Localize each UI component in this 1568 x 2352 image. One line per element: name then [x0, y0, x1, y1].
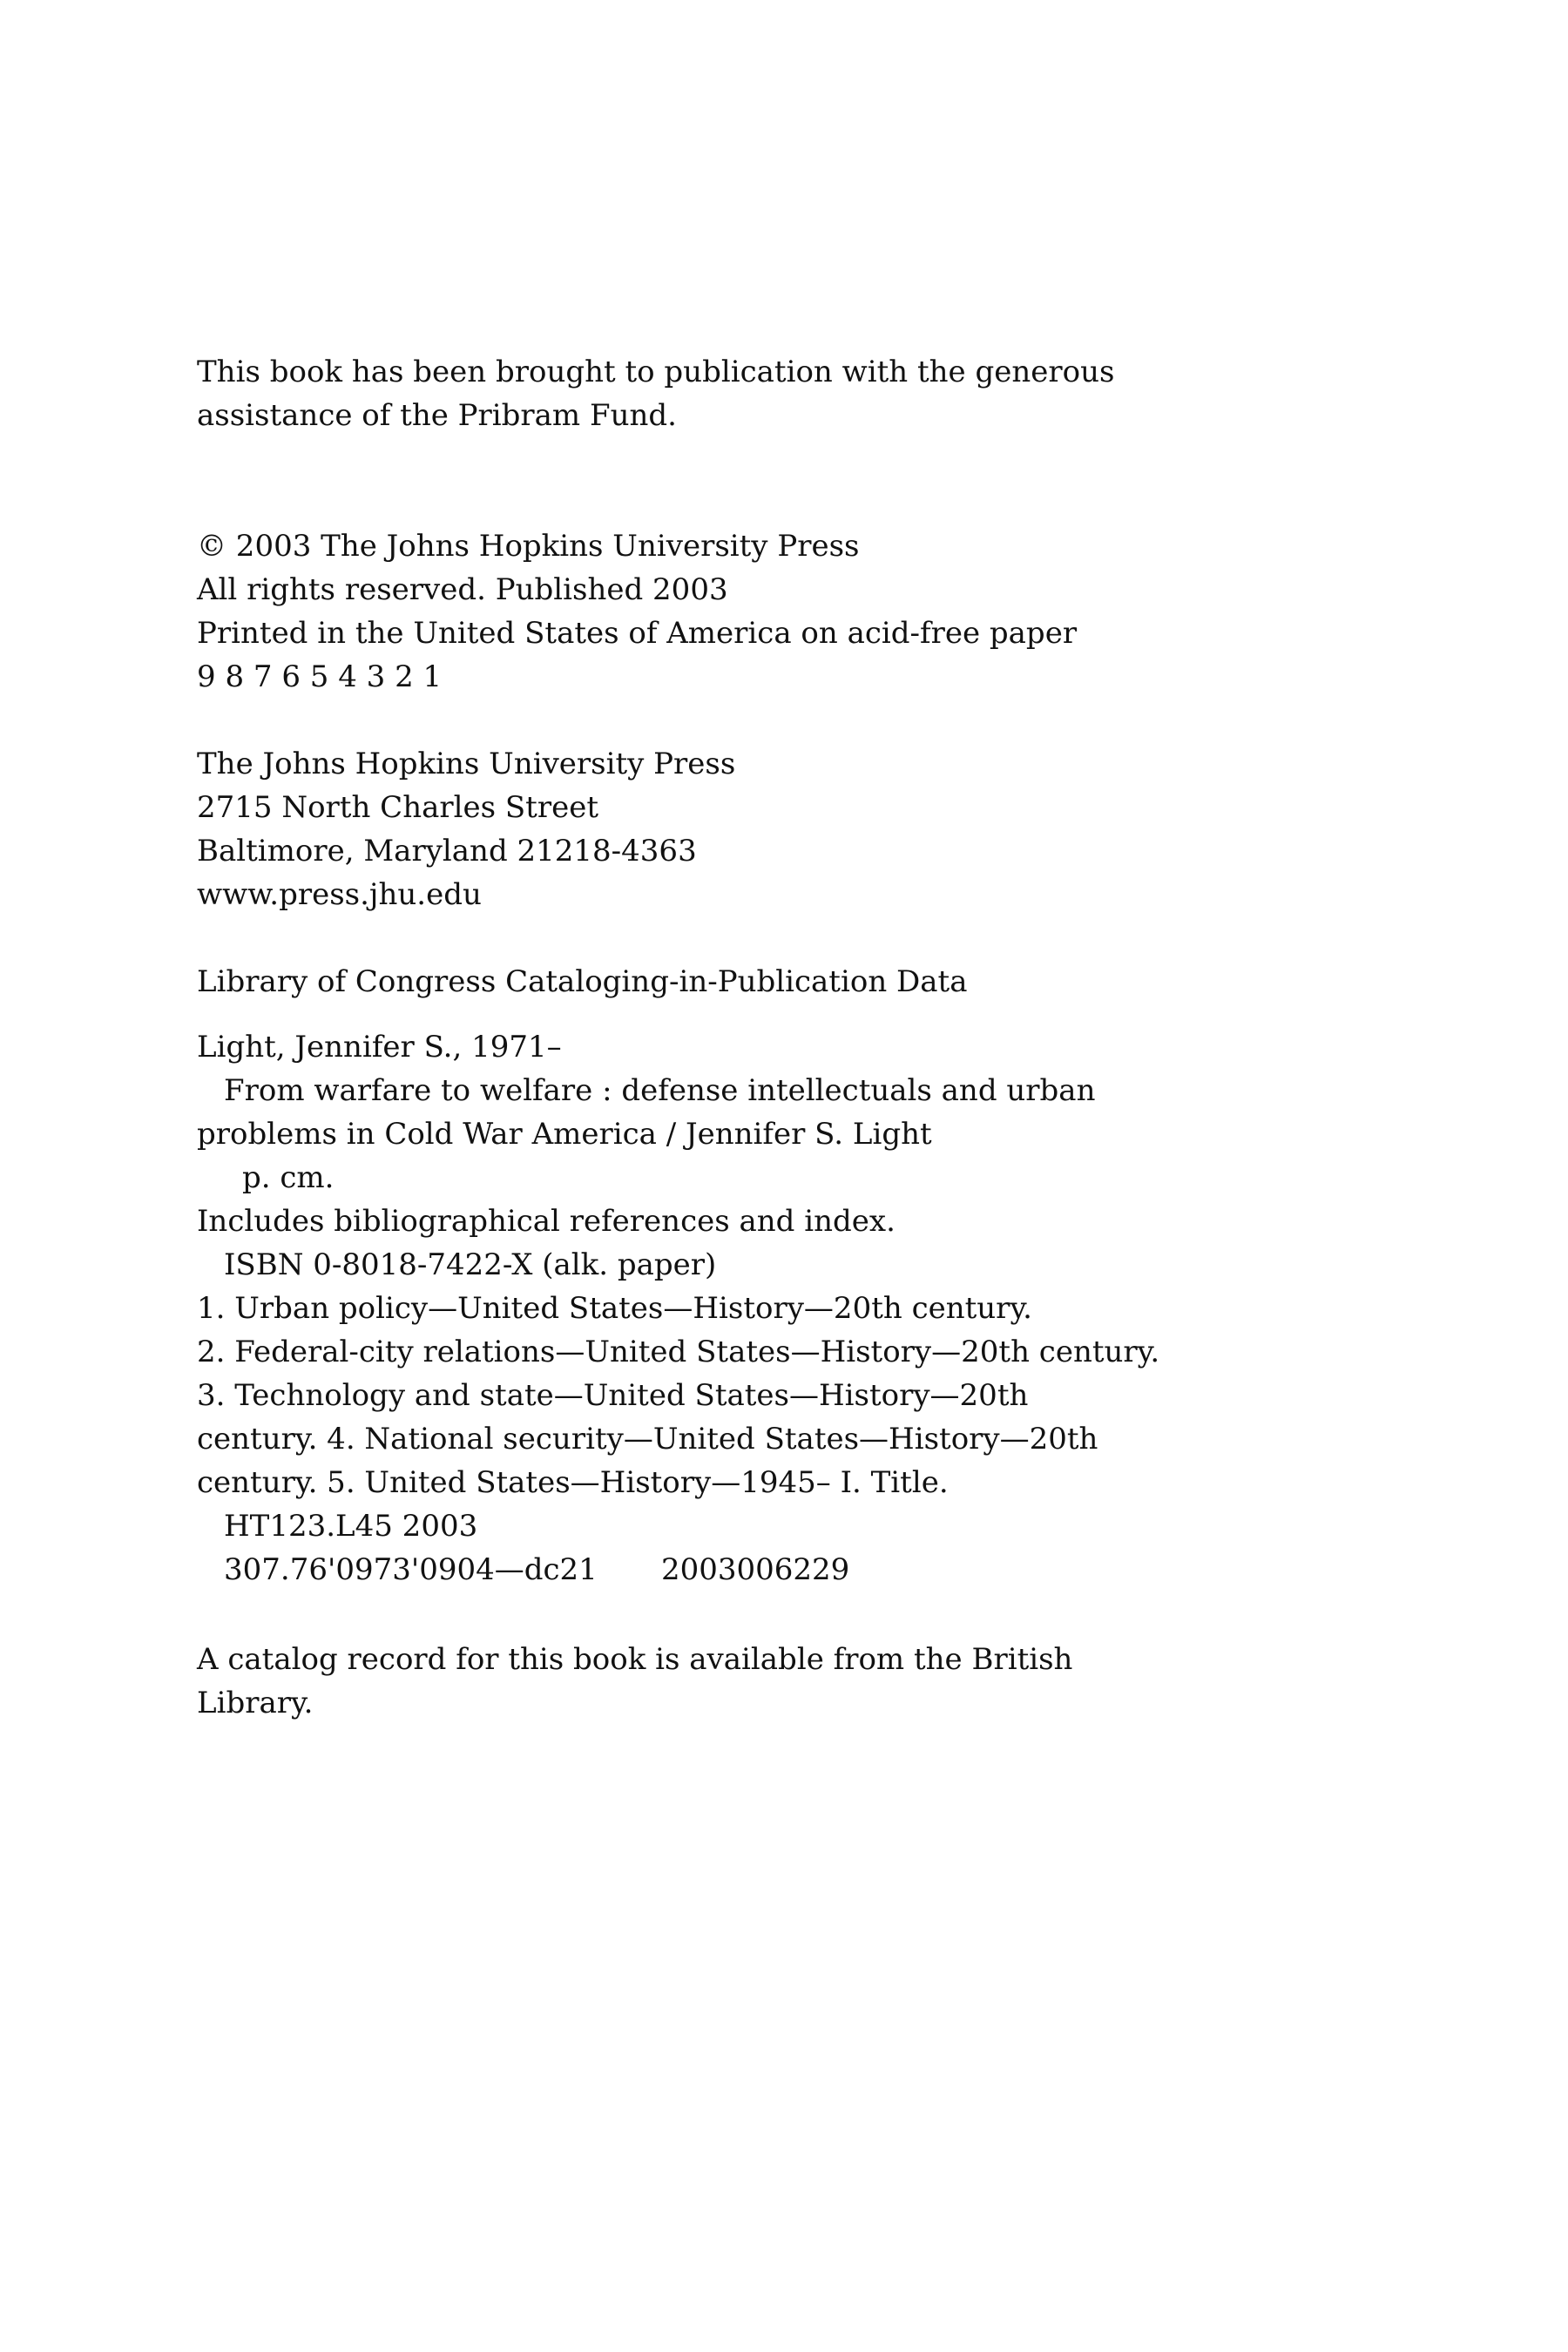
publisher-street: 2715 North Charles Street [197, 790, 598, 825]
cip-title-line: From warfare to welfare : defense intellectuals and urban [224, 1073, 1096, 1108]
publisher-website: www.press.jhu.edu [197, 877, 482, 912]
cip-subject-line: 1. Urban policy—United States—History—20th century. [197, 1291, 1032, 1326]
cip-heading: Library of Congress Cataloging-in-Publication Data [197, 964, 968, 999]
funding-note-line: assistance of the Pribram Fund. [197, 398, 677, 433]
cip-dewey: 307.76'0973'0904—dc21 [224, 1552, 598, 1587]
publisher-address [197, 742, 1242, 916]
copyright-notice [197, 524, 1242, 699]
cip-lc-class: HT123.L45 2003 [224, 1509, 478, 1544]
cip-title-line: problems in Cold War America / Jennifer S. Light [197, 1117, 932, 1152]
british-library-line: A catalog record for this book is available from the British [197, 1642, 1073, 1677]
copyright-line: © 2003 The Johns Hopkins University Press [197, 529, 860, 564]
cip-author: Light, Jennifer S., 1971– [197, 1030, 562, 1064]
publisher-name: The Johns Hopkins University Press [197, 747, 736, 781]
cip-subject-line: century. 5. United States—History—1945– I. Title. [197, 1465, 949, 1500]
cip-record [197, 1025, 1242, 1592]
printing-number-line: 9 8 7 6 5 4 3 2 1 [197, 659, 443, 694]
rights-line: All rights reserved. Published 2003 [197, 572, 728, 607]
cip-subject-line: 2. Federal-city relations—United States—History—20th century. [197, 1335, 1160, 1369]
cip-subject-line: 3. Technology and state—United States—History—20th [197, 1378, 1029, 1413]
cip-subject-line: century. 4. National security—United States—History—20th [197, 1422, 1098, 1456]
cip-isbn: ISBN 0-8018-7422-X (alk. paper) [224, 1247, 717, 1282]
british-library-note [197, 1638, 1242, 1725]
cip-call-numbers [197, 1548, 1242, 1592]
funding-note-line: This book has been brought to publication with the generous [197, 355, 1115, 389]
cip-includes: Includes bibliographical references and index. [197, 1204, 896, 1239]
cip-lccn: 2003006229 [661, 1552, 850, 1587]
publisher-city: Baltimore, Maryland 21218-4363 [197, 834, 697, 868]
cip-pagination: p. cm. [242, 1160, 335, 1195]
printed-line: Printed in the United States of America on acid-free paper [197, 616, 1078, 651]
funding-note [197, 350, 1242, 437]
cip-heading-block [197, 960, 1242, 1004]
british-library-line: Library. [197, 1686, 314, 1720]
